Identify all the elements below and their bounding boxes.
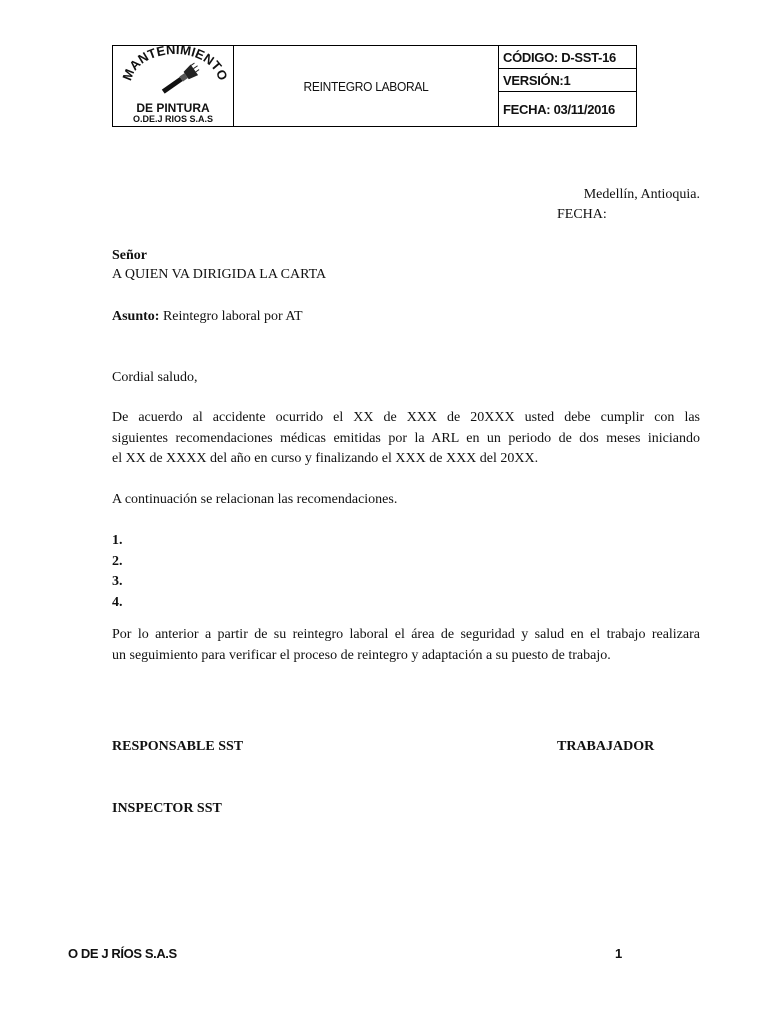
paintbrush-logo-icon bbox=[113, 46, 233, 106]
footer-company: O DE J RÍOS S.A.S bbox=[68, 946, 177, 961]
salutation-title: Señor bbox=[112, 248, 147, 263]
list-item: 1. bbox=[112, 533, 123, 548]
subject-text: Reintegro laboral por AT bbox=[162, 309, 303, 324]
letter-date-label: FECHA: bbox=[557, 207, 607, 222]
page-number: 1 bbox=[615, 946, 622, 961]
document-code: CÓDIGO: D-SST-16 bbox=[503, 50, 616, 65]
subject-label: Asunto: bbox=[112, 309, 160, 324]
paragraph-line: el XX de XXXX del año en curso y finalizando el XXX de XXX del 20XX. bbox=[112, 451, 539, 466]
letter-place: Medellín, Antioquia. bbox=[583, 187, 700, 202]
company-logo bbox=[113, 46, 233, 126]
document-title: REINTEGRO LABORAL bbox=[303, 78, 429, 94]
greeting: Cordial saludo, bbox=[112, 370, 198, 385]
header-divider bbox=[233, 46, 234, 126]
body-paragraph-2: A continuación se relacionan las recomendaciones. bbox=[112, 492, 398, 507]
logo-arc-text: MANTENIMIENTO bbox=[119, 46, 231, 83]
document-date: FECHA: 03/11/2016 bbox=[503, 102, 615, 117]
header-divider bbox=[498, 46, 499, 126]
logo-line-2: O.DE.J RIOS S.A.S bbox=[132, 114, 214, 124]
paragraph-line: Por lo anterior a partir de su reintegro laboral el área de seguridad y salud en el trabajo realizara bbox=[112, 627, 700, 642]
paragraph-line: De acuerdo al accidente ocurrido el XX de XXX de 20XXX usted debe cumplir con las bbox=[112, 410, 700, 425]
logo-line-1: DE PINTURA bbox=[136, 101, 210, 115]
body-paragraph-3 bbox=[112, 625, 700, 666]
svg-text:MANTENIMIENTO bbox=[119, 46, 230, 83]
header-divider bbox=[498, 68, 636, 69]
body-paragraph-1 bbox=[112, 408, 700, 470]
header-divider bbox=[498, 91, 636, 92]
recipient: A QUIEN VA DIRIGIDA LA CARTA bbox=[112, 267, 327, 282]
paragraph-line: un seguimiento para verificar el proceso de reintegro y adaptación a su puesto de trabajo. bbox=[112, 647, 611, 663]
paragraph-line: siguientes recomendaciones médicas emitidas por la ARL en un periodo de dos meses iniciando bbox=[112, 430, 700, 446]
document-version: VERSIÓN:1 bbox=[503, 73, 571, 88]
list-item: 4. bbox=[112, 595, 123, 610]
list-item: 2. bbox=[112, 554, 123, 569]
list-item: 3. bbox=[112, 574, 123, 589]
signature-worker: TRABAJADOR bbox=[557, 739, 655, 754]
signature-inspector: INSPECTOR SST bbox=[112, 801, 222, 816]
signature-responsible: RESPONSABLE SST bbox=[112, 739, 244, 754]
subject-line bbox=[112, 307, 303, 327]
document-header-table bbox=[112, 45, 637, 127]
